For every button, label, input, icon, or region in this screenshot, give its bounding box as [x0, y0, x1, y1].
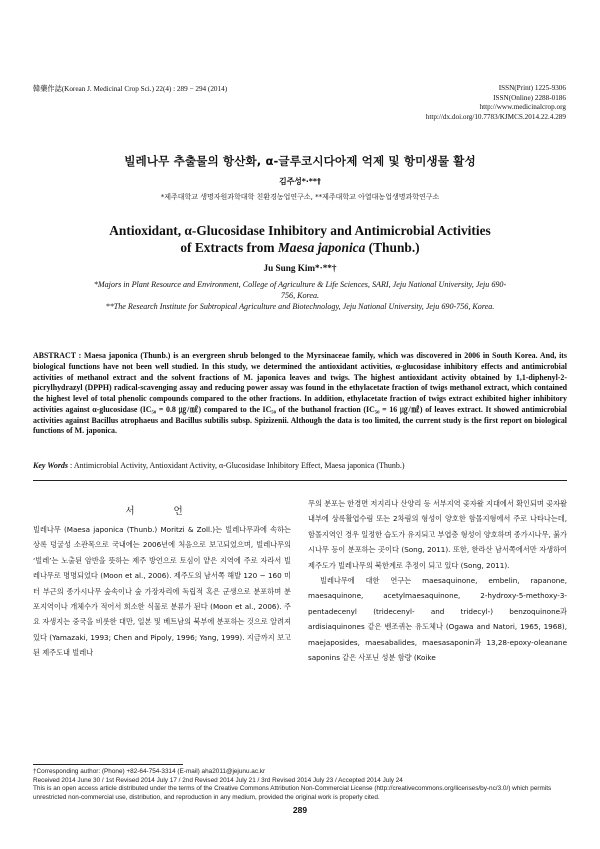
keywords-label: Key Words — [33, 461, 69, 470]
issn-block — [426, 84, 566, 122]
body-paragraph: 무의 분포는 한경면 저지리나 산양리 등 서부지역 곶자왈 지대에서 확인되며 곶자왈 내부에 상록활엽수림 또는 2차림의 형성이 양호한 함몰지형에서 주로 나타나는데, 함몰지역인 경우 일정한 습도가 유지되고 부엽층 형성이 양호하며 종가시나무, 붉가시나무 등이 분포하는 곳이다 (Song, 2011). 또한, 한라산 남서쪽에서만 자생하여 제주도가 빌레나무의 북한계로 추정이 되고 있다 (Song, 2011). — [308, 499, 567, 570]
footnotes — [33, 768, 567, 802]
title-text-suffix: (Thunb.) — [365, 240, 420, 255]
page-number: 289 — [292, 805, 308, 815]
body-right-column — [308, 496, 567, 665]
korean-affiliation: *제주대학교 생명자원과학대학 친환경농업연구소, **제주대학교 아열대농업생명과학연구소 — [160, 193, 440, 201]
body-left-column: 빌레나무 (Maesa japonica (Thunb.) Moritzi & Zoll.)는 빌레나무과에 속하는 상록 덩굴성 소관목으로 국내에는 2006년에 처음으로 보고되었으며, 빌레나무의 ‘빌레’는 노출된 암반을 뜻하는 제주 방언으로 토심이 얕은 지역에 주로 자라서 빌레나무로 명명되었다 (Moon et al., 2006). 제주도의 남서쪽 해발 120 − 160 미터 부근의 종가시나무 숲속이나 숲 가장자리에 독립적 혹은 군생으로 분포하며 분포지역이나 개체수가 적어서 희소한 식물로 분류가 된다 (Moon et al., 2006). 주요 자생지는 중국을 비롯한 대만, 일본 및 베트남의 북부에 분포하는 것으로 알려져 있다 (Yamazaki, 1993; Chen and Pipoly, 1996; Yang, 1999). 지금까지 보고된 제주도내 빌레나 — [33, 525, 291, 658]
species-name: Maesa japonica — [277, 240, 366, 255]
title-text: of Extracts from — [180, 240, 278, 255]
keywords-text: : Antimicrobial Activity, Antioxidant Activity, α-Glucosidase Inhibitory Effect, Maesa japonica (Thunb.) — [68, 461, 405, 470]
keywords — [33, 461, 567, 470]
section-heading-introduction: 서 언 — [125, 506, 201, 517]
english-title-line1: Antioxidant, α-Glucosidase Inhibitory and Antimicrobial Activities — [109, 223, 491, 238]
abstract-label: ABSTRACT : — [33, 351, 84, 360]
abstract-text: Maesa japonica (Thunb.) is an evergreen shrub belonged to the Myrsinaceae family, which was discovered in 2006 in South Korea. And, its biological functions have not been well studied. In this study, we determined the antioxidant activities, α-glucosidase inhibitory effects and antimicrobial activities of methanol extract and the solvent fractions of M. japonica leaves and twigs. The highest antioxidant activity obtained by 1,1-diphenyl-2-picrylhydrazyl (DPPH) radical-scavenging assay and reducing power assay was found in the ethylacetate fraction of twigs methanol extract, which contained the highest level of total phenolic compounds compared to the other fractions. In addition, ethylacetate fraction of twigs extract exhibited higher inhibitory activities against α-glucosidase (IC₅₀ = 0.8 ㎍/㎖) compared to the IC₅₀ of the buthanol fraction (IC₅₀ = 16 ㎍/㎖) of leaves extract. It showed antimicrobial activities against Bacillus atrophaeus and Bacillus subtilis subsp. Spizizenii. Although the data is too limited, the current study is the first report on biological functions of M. japonica. — [33, 351, 567, 436]
issn-print: ISSN(Print) 1225-9306 — [498, 84, 566, 92]
journal-citation: 韓藥作誌(Korean J. Medicinal Crop Sci.) 22(4) : 289 − 294 (2014) — [33, 85, 228, 93]
korean-title: 빌레나무 추출물의 항산화, α-글루코시다아제 억제 및 항미생물 활성 — [124, 154, 476, 168]
issn-online: ISSN(Online) 2288-0186 — [493, 93, 566, 102]
corresponding-author: †Corresponding author: (Phone) +82-64-754-3314 (E-mail) aha2011@jejunu.ac.kr — [33, 768, 266, 775]
english-title-line2 — [0, 239, 600, 256]
abstract — [33, 351, 567, 437]
body-paragraph: 빌레나무에 대한 연구는 maesaquinone, embelin, rapanone, maesaquinone, acetylmaesaquinone, 2-hydroxy-5-methoxy-3-pentadecenyl (tridecenyl- and tridecyl-) benzoquinone과 ardisiaquinones 같은 벤조퀴논 유도체나 (Ogawa and Natori, 1965, 1968), maejaposides, maesabalides, maesasaponin과 13,28-epoxy-oleanane saponins 같은 사포닌 성분 함량 (Koike — [308, 576, 567, 663]
received-dates: Received 2014 June 30 / 1st Revised 2014 July 17 / 2nd Revised 2014 July 21 / 3rd Revised 2014 July 23 / Accepted 2014 July 24 — [33, 776, 403, 784]
english-author: Ju Sung Kim*·**† — [263, 263, 337, 273]
english-affiliations — [90, 279, 510, 313]
affiliation-1: *Majors in Plant Resource and Environment, College of Agriculture & Life Sciences, SARI, Jeju National University, Jeju 690-756, Korea. — [93, 280, 507, 301]
doi-link[interactable]: http://dx.doi.org/10.7783/KJMCS.2014.22.4.289 — [425, 112, 566, 121]
english-title — [0, 222, 600, 256]
footnote-divider — [33, 764, 183, 765]
keywords-divider — [33, 480, 567, 481]
korean-author: 김주성*·**† — [279, 177, 321, 186]
journal-url[interactable]: http://www.medicinalcrop.org — [479, 103, 566, 112]
affiliation-2: **The Research Institute for Subtropical Agriculture and Biotechnology, Jeju National University, Jeju 690-756, Korea. — [105, 302, 495, 312]
license-notice: This is an open access article distributed under the terms of the Creative Commons Attribution Non-Commercial License (http://creativecommons.org/licenses/by-nc/3.0/) which permits unrestricted non-commercial use, distribution, and reproduction in any medium, provided the original work is properly cited. — [33, 785, 552, 801]
